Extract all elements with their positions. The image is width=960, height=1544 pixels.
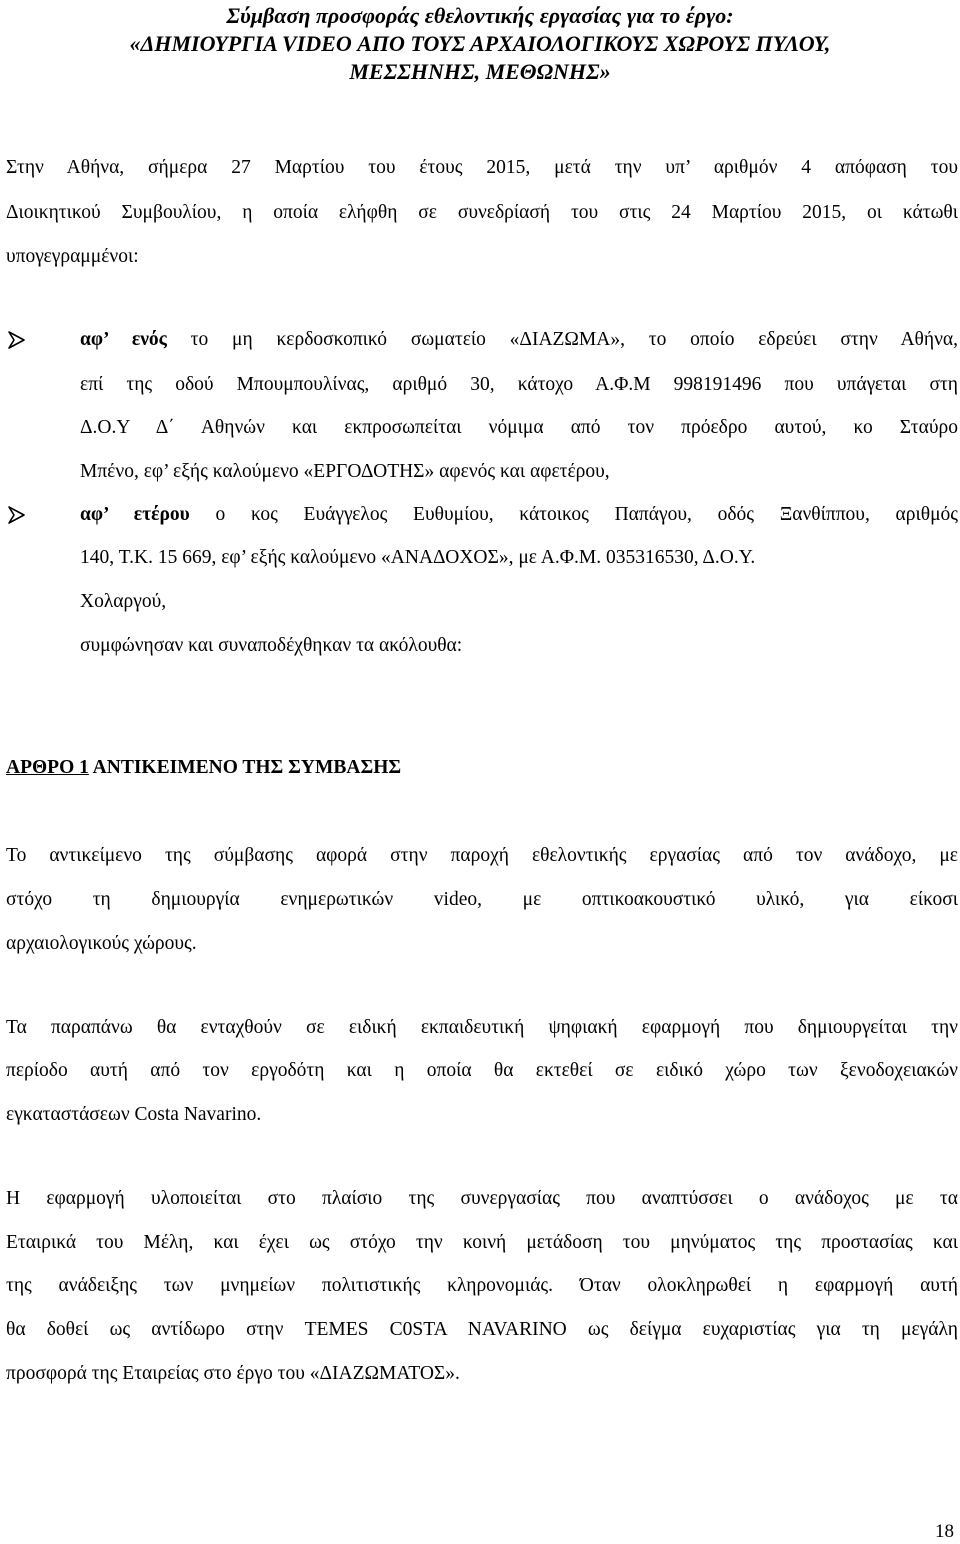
intro-line-3: υπογεγραμμένοι: (6, 246, 139, 267)
para3-line-4: θα δοθεί ως αντίδωρο στην TEMES C0STA NAVARINO ως δείγμα ευχαριστίας για τη μεγάλη (6, 1319, 958, 1340)
party1-line-2: επί της οδού Μπουμπουλίνας, αριθμό 30, κάτοχο Α.Φ.Μ 998191496 που υπάγεται στη (80, 374, 958, 395)
page-number: 18 (935, 1521, 954, 1542)
party2-lead: αφ’ ετέρου (80, 504, 190, 525)
article-1-heading (6, 756, 401, 780)
document-title-line-1: Σύμβαση προσφοράς εθελοντικής εργασίας για το έργο: (226, 3, 734, 28)
para2-line-2: περίοδο αυτή από τον εργοδότη και η οποία θα εκτεθεί σε ειδικό χώρο των ξενοδοχειακών (6, 1060, 958, 1081)
party1-line-1 (80, 328, 958, 352)
party2-line-3: Χολαργού, (80, 591, 167, 612)
party1-line-3: Δ.Ο.Υ Δ΄ Αθηνών και εκπροσωπείται νόμιμα από τον πρόεδρο αυτού, κο Σταύρο (80, 417, 958, 438)
party2-line-1 (80, 503, 958, 527)
para2-line-1: Τα παραπάνω θα ενταχθούν σε ειδική εκπαιδευτική ψηφιακή εφαρμογή που δημιουργείται την (6, 1017, 958, 1038)
party2-line-1-text: ο κος Ευάγγελος Ευθυμίου, κάτοικος Παπάγου, οδός Ξανθίππου, αριθμός (189, 504, 959, 525)
arrowhead-bullet-icon (6, 328, 28, 352)
para3-line-5: προσφορά της Εταιρείας στο έργο του «ΔΙΑΖΩΜΑΤΟΣ». (6, 1363, 460, 1384)
para2-line-3: εγκαταστάσεων Costa Navarino. (6, 1104, 262, 1125)
arrowhead-bullet-icon (6, 503, 28, 527)
article-1-title: ΑΝΤΙΚΕΙΜΕΝΟ ΤΗΣ ΣΥΜΒΑΣΗΣ (88, 757, 402, 778)
para3-line-3: της ανάδειξης των μνημείων πολιτιστικής κληρονομιάς. Όταν ολοκληρωθεί η εφαρμογή αυτή (6, 1275, 958, 1296)
intro-line-1: Στην Αθήνα, σήμερα 27 Μαρτίου του έτους 2015, μετά την υπ’ αριθμόν 4 απόφαση του (6, 157, 958, 178)
party2-line-2: 140, Τ.Κ. 15 669, εφ’ εξής καλούμενο «ΑΝΑΔΟΧΟΣ», με Α.Φ.Μ. 035316530, Δ.Ο.Υ. (80, 547, 756, 568)
party1-lead: αφ’ ενός (80, 329, 167, 350)
party1-line-1-text: το μη κερδοσκοπικό σωματείο «ΔΙΑΖΩΜΑ», το οποίο εδρεύει στην Αθήνα, (166, 329, 958, 350)
party1-line-4: Μπένο, εφ’ εξής καλούμενο «ΕΡΓΟΔΟΤΗΣ» αφενός και αφετέρου, (80, 461, 610, 482)
para3-line-2: Εταιρικά του Μέλη, και έχει ως στόχο την κοινή μετάδοση του μηνύματος της προστασίας και (6, 1232, 958, 1253)
party2-line-4: συμφώνησαν και συναποδέχθηκαν τα ακόλουθα: (80, 635, 463, 656)
para1-line-3: αρχαιολογικούς χώρους. (6, 933, 197, 954)
para1-line-2: στόχο τη δημιουργία ενημερωτικών video, με οπτικοακουστικό υλικό, για είκοσι (6, 889, 958, 910)
article-1-number: ΑΡΘΡΟ 1 (6, 757, 89, 778)
para1-line-1: Το αντικείμενο της σύμβασης αφορά στην παροχή εθελοντικής εργασίας από τον ανάδοχο, με (6, 845, 958, 866)
document-title-line-2: «ΔΗΜΙΟΥΡΓΙΑ VIDEO ΑΠΟ ΤΟΥΣ ΑΡΧΑΙΟΛΟΓΙΚΟΥΣ ΧΩΡΟΥΣ ΠΥΛΟΥ, (129, 31, 831, 56)
intro-line-2: Διοικητικού Συμβουλίου, η οποία ελήφθη σε συνεδρίασή του στις 24 Μαρτίου 2015, οι κάτωθι (6, 202, 958, 223)
para3-line-1: Η εφαρμογή υλοποιείται στο πλαίσιο της συνεργασίας που αναπτύσσει ο ανάδοχος με τα (6, 1188, 958, 1209)
document-title-line-3: ΜΕΣΣΗΝΗΣ, ΜΕΘΩΝΗΣ» (349, 59, 611, 84)
